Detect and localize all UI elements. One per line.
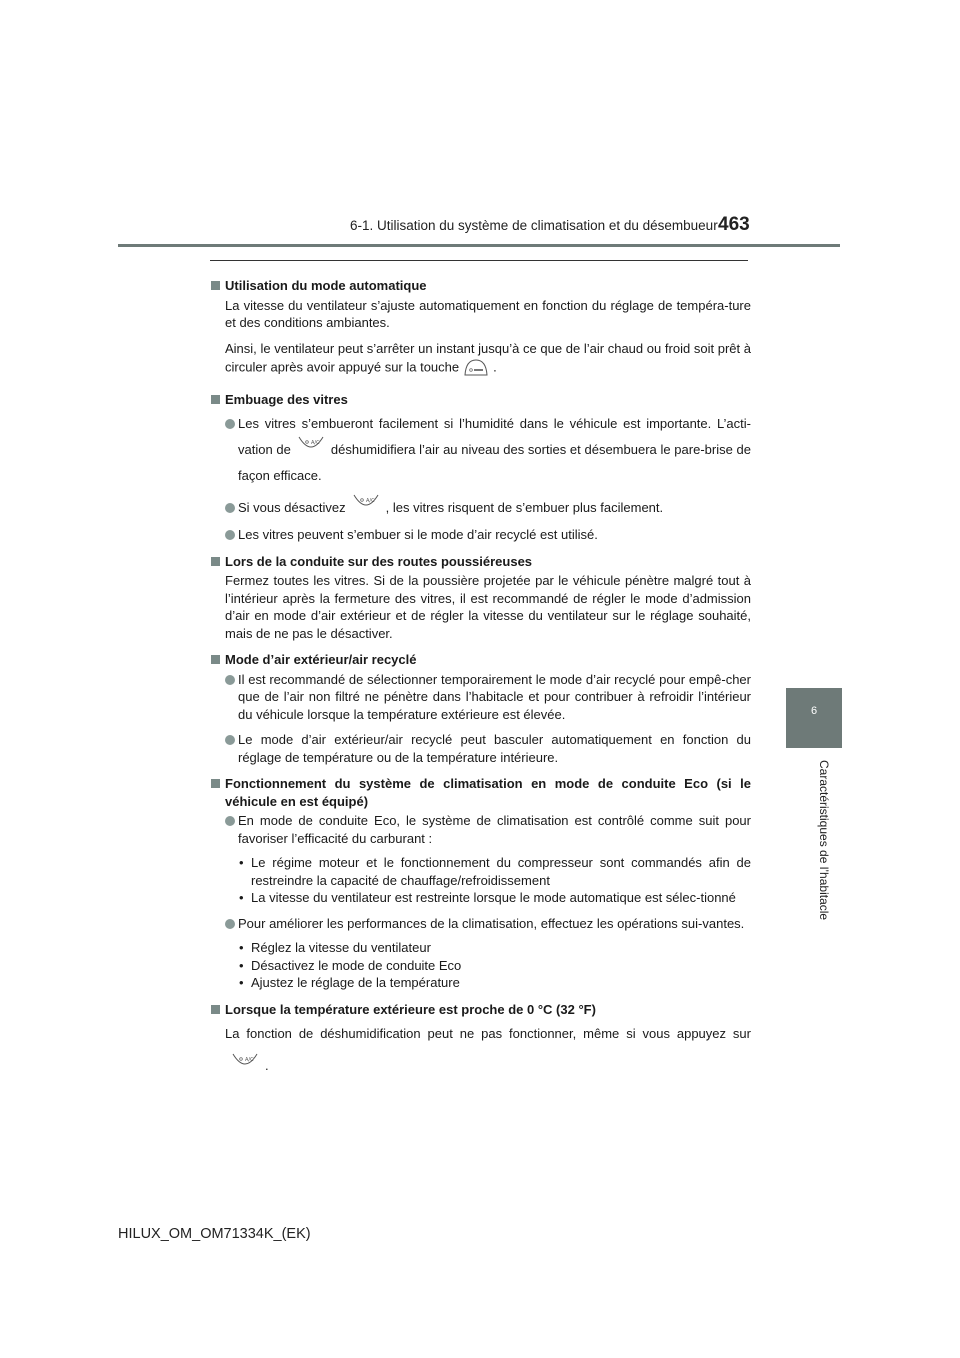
dash-marker: • [239,890,244,906]
bullet-text: Pour améliorer les performances de la climatisation, effectuez les opérations sui-vantes. [238,915,745,931]
paragraph-text: La fonction de déshumidification peut ne pas fonctionner, même si vous appuyez sur [225,1026,751,1042]
bullet-text: Il est recommandé de sélectionner temporairement le mode d’air recyclé pour empê-cher que de l’air non filtré ne pénètre dans l’habitacle et pour contribuer à refroidir l’intérieur du véhicule lorsque la température extérieure est élevée. [238,671,751,722]
list-item [211,939,751,957]
chapter-tab [786,688,842,748]
section-title: Utilisation du mode automatique [225,278,427,293]
section-heading [211,277,751,295]
bullet-item [211,812,751,847]
paragraph-text: Ainsi, le ventilateur peut s’arrêter un instant jusqu’à ce que de l’air chaud ou froid soit prêt à circuler après avoir appuyé sur la touche [225,340,751,375]
circle-bullet-icon [225,503,235,513]
paragraph: La vitesse du ventilateur s’ajuste automatiquement en fonction du réglage de tempéra-ture et des conditions ambiantes. [225,297,751,330]
circle-bullet-icon [225,675,235,685]
bullet-item [211,499,751,517]
list-item-text: La vitesse du ventilateur est restreinte lorsque le mode automatique est sélec-tionné [251,890,736,906]
bullet-item [211,915,751,933]
section-heading [211,1001,751,1019]
dash-marker: • [239,975,244,991]
document-code: HILUX_OM_OM71334K_(EK) [118,1226,311,1242]
list-item [211,854,751,889]
list-item [211,957,751,975]
chapter-label: Caractéristiques de l’habitacle [817,760,831,921]
dash-marker: • [239,940,244,956]
section-heading [211,553,751,571]
circle-bullet-icon [225,530,235,540]
square-marker-icon [211,779,220,788]
content-rule [210,260,748,261]
circle-bullet-icon [225,735,235,745]
ac-button-icon [296,434,326,458]
bullet-item [211,411,751,489]
paragraph: Fermez toutes les vitres. Si de la poussière projetée par le véhicule pénètre malgré tout à l’intérieur après la fermeture des vitres, il est recommandé de régler le mode d’admission d’air en mode d’air extérieur et de régler la vitesse du ventilateur sur le réglage souhaité, mais de ne pas le désactiver. [225,573,751,641]
circle-bullet-icon [225,816,235,826]
circle-bullet-icon [225,919,235,929]
section-title: Mode d’air extérieur/air recyclé [225,652,417,668]
section-title: Embuage des vitres [225,392,348,407]
main-content [211,268,751,1082]
square-marker-icon [211,281,220,290]
ac-button-icon [351,492,381,516]
chapter-number: 6 [810,705,818,717]
bullet-text: Le mode d’air extérieur/air recyclé peut basculer automatiquement en fonction du réglage de température ou de la température intérieure. [238,732,751,765]
paragraph-text: . [265,1058,269,1074]
bullet-item [211,526,751,544]
bullet-item [211,731,751,766]
dash-marker: • [239,957,244,973]
dash-list [211,854,751,907]
list-item-text: Ajustez le réglage de la température [251,975,460,991]
square-marker-icon [211,1005,220,1014]
circle-bullet-icon [225,419,235,429]
bullet-text: , les vitres risquent de s’embuer plus facilement. [385,499,664,515]
dash-list [211,939,751,992]
auto-button-icon [462,357,490,379]
square-marker-icon [211,655,220,664]
section-title: Lorsque la température extérieure est proche de 0 °C (32 °F) [225,1001,596,1017]
list-item [211,889,751,907]
page-number: 463 [718,214,750,235]
bullet-text: Si vous désactivez [238,499,346,515]
section-heading [211,775,751,810]
section-heading [211,651,751,669]
header-rule [118,244,840,247]
list-item-text: Le régime moteur et le fonctionnement du compresseur sont commandés afin de restreindre la capacité de chauffage/refroidissement [251,855,751,888]
bullet-text: Les vitres s’embueront facilement si l’humidité dans le véhicule est importante. L’acti-vation de [238,415,751,457]
list-item-text: Réglez la vitesse du ventilateur [251,940,431,956]
square-marker-icon [211,395,220,404]
section-title: Lors de la conduite sur des routes poussiéreuses [225,553,533,569]
bullet-text: En mode de conduite Eco, le système de climatisation est contrôlé comme suit pour favoriser l’efficacité du carburant : [238,813,751,846]
dash-marker: • [239,855,244,871]
paragraph [211,1018,751,1082]
section-title: Fonctionnement du système de climatisation en mode de conduite Eco (si le véhicule en est équipé) [225,776,751,809]
paragraph [211,340,751,380]
bullet-text: déshumidifiera l’air au niveau des sorties et désembuera le pare-brise de façon efficace. [238,441,752,483]
section-heading [211,391,751,409]
list-item-text: Désactivez le mode de conduite Eco [251,957,462,973]
square-marker-icon [211,557,220,566]
header-title: 6-1. Utilisation du système de climatisation et du désembueur [350,218,718,233]
svg-text:A/C: A/C [245,1056,254,1063]
bullet-text: Les vitres peuvent s’embuer si le mode d’air recyclé est utilisé. [238,527,598,543]
svg-text:A/C: A/C [310,440,320,447]
list-item [211,974,751,992]
svg-text:A/C: A/C [365,498,375,505]
ac-button-icon [230,1051,260,1075]
bullet-item [211,671,751,724]
paragraph-text: . [493,359,497,375]
